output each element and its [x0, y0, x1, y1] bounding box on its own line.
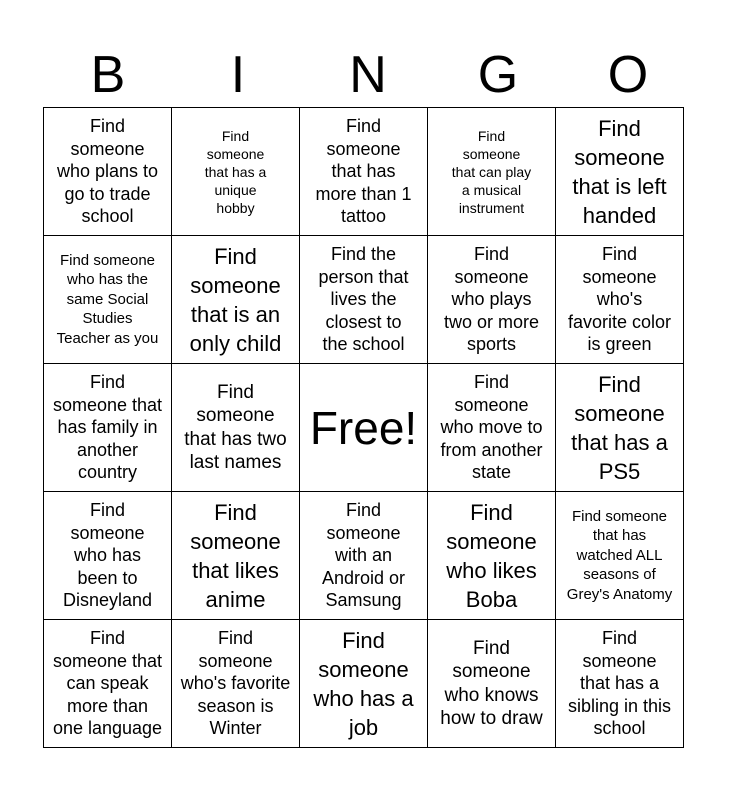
bingo-cell[interactable]: Find someone who knows how to draw	[428, 620, 556, 748]
bingo-cell[interactable]: Find someone who's favorite season is Winter	[172, 620, 300, 748]
bingo-cell[interactable]: Find someone that is an only child	[172, 236, 300, 364]
bingo-row	[44, 236, 684, 364]
bingo-row	[44, 364, 684, 492]
free-space[interactable]: Free!	[300, 364, 428, 492]
bingo-header	[43, 40, 693, 110]
bingo-row	[44, 492, 684, 620]
bingo-cell[interactable]: Find someone that is left handed	[556, 108, 684, 236]
bingo-cell[interactable]: Find someone that can play a musical instrument	[428, 108, 556, 236]
bingo-cell[interactable]: Find someone that has more than 1 tattoo	[300, 108, 428, 236]
bingo-cell[interactable]: Find someone who move to from another state	[428, 364, 556, 492]
header-letter-g: G	[477, 46, 519, 104]
header-letter-i: I	[230, 46, 246, 104]
bingo-cell[interactable]: Find the person that lives the closest to the school	[300, 236, 428, 364]
bingo-cell[interactable]: Find someone with an Android or Samsung	[300, 492, 428, 620]
bingo-cell[interactable]: Find someone that can speak more than one language	[44, 620, 172, 748]
header-letter-b: B	[90, 46, 126, 104]
bingo-cell[interactable]: Find someone who plans to go to trade school	[44, 108, 172, 236]
bingo-cell[interactable]: Find someone that has two last names	[172, 364, 300, 492]
bingo-cell[interactable]: Find someone who has been to Disneyland	[44, 492, 172, 620]
header-letter-n: N	[349, 46, 387, 104]
bingo-cell[interactable]: Find someone who likes Boba	[428, 492, 556, 620]
bingo-row	[44, 620, 684, 748]
bingo-cell[interactable]: Find someone that has family in another country	[44, 364, 172, 492]
bingo-cell[interactable]: Find someone that has a PS5	[556, 364, 684, 492]
bingo-cell[interactable]: Find someone who's favorite color is green	[556, 236, 684, 364]
header-letter-o: O	[607, 46, 649, 104]
bingo-cell[interactable]: Find someone who plays two or more sports	[428, 236, 556, 364]
bingo-card	[43, 107, 684, 748]
bingo-row	[44, 108, 684, 236]
bingo-cell[interactable]: Find someone who has a job	[300, 620, 428, 748]
bingo-cell[interactable]: Find someone that has watched ALL seasons of Grey's Anatomy	[556, 492, 684, 620]
bingo-cell[interactable]: Find someone that has a sibling in this school	[556, 620, 684, 748]
bingo-cell[interactable]: Find someone who has the same Social Studies Teacher as you	[44, 236, 172, 364]
bingo-cell[interactable]: Find someone that has a unique hobby	[172, 108, 300, 236]
bingo-cell[interactable]: Find someone that likes anime	[172, 492, 300, 620]
